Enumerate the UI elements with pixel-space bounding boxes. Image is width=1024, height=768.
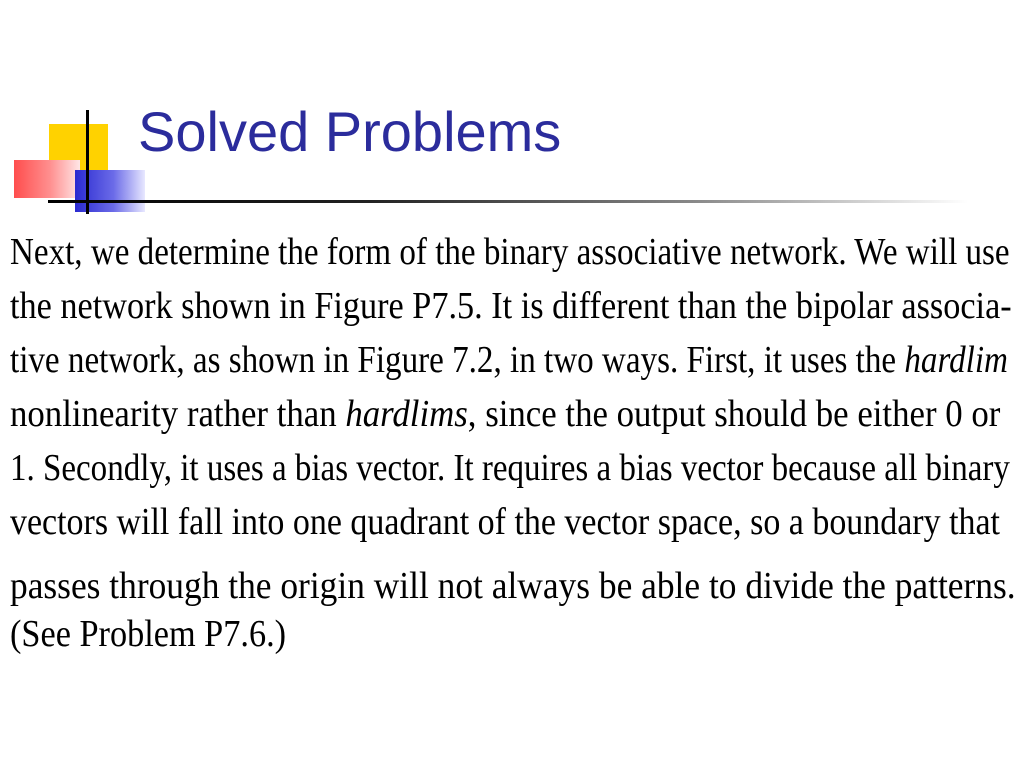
red-gradient-shape [14,160,80,198]
body-line-6 [10,498,1000,546]
vertical-line-shape [86,110,89,214]
body-line-7 [10,562,1016,610]
body-text: passes through the origin will not always be able to divide the patterns. [10,565,1016,607]
body-line-4 [10,390,1001,438]
body-line-1 [10,228,1010,276]
body-text: the network shown in Figure P7.5. It is different than the bipolar associa- [10,285,1012,327]
body-text: vectors will fall into one quadrant of the vector space, so a boundary that [10,501,1000,543]
body-text: nonlinearity rather than [10,393,337,435]
body-text: 1. Secondly, it uses a bias vector. It requires a bias vector because all binary [10,447,1010,489]
title-underline-rule [48,200,968,203]
body-line-3 [10,336,1008,384]
slide-logo [0,0,160,220]
body-text: Next, we determine the form of the binary associative network. We will use [10,231,1010,273]
body-line-8 [10,610,921,658]
body-line-2 [10,282,1012,330]
body-text-italic: hardlims [345,393,468,435]
body-line-5 [10,444,1010,492]
body-text: tive network, as shown in Figure 7.2, in two ways. First, it uses the [10,339,897,381]
body-text: , since the output should be either 0 or [467,393,1001,435]
body-text-italic: hardlim [904,339,1008,381]
slide-title: Solved Problems [138,100,562,163]
body-text: (See Problem P7.6.) [10,613,287,655]
slide-body [10,228,1020,658]
